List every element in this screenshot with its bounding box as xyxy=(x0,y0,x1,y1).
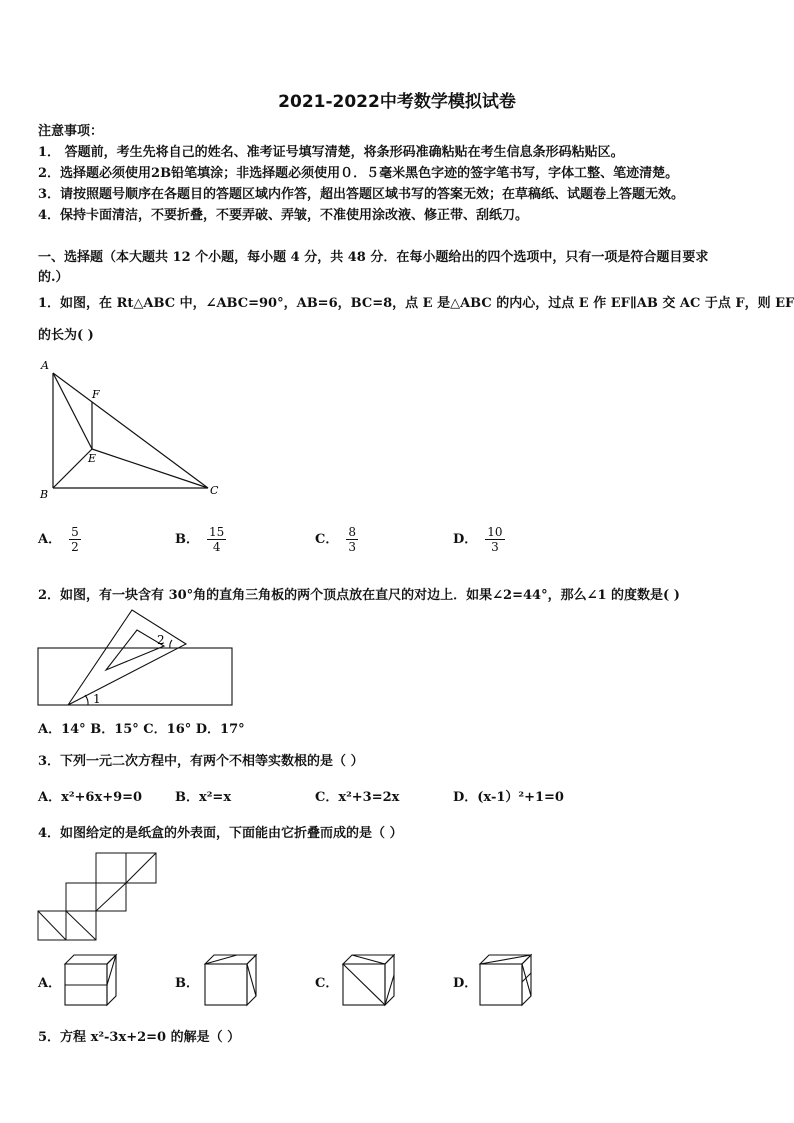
fraction xyxy=(346,525,358,554)
label-e: E xyxy=(88,452,97,465)
fraction xyxy=(69,525,81,554)
segment-ae xyxy=(53,373,92,449)
q5-text: 5．方程 x²-3x+2=0 的解是（ ） xyxy=(38,1030,241,1045)
label-c: C xyxy=(210,484,219,497)
set-square-outer xyxy=(68,610,186,705)
option-letter: A． xyxy=(38,532,62,547)
notice-item-1: 1． 答题前，考生先将自己的姓名、准考证号填写清楚，将条形码准确粘贴在考生信息条形码粘贴区。 xyxy=(38,145,624,160)
q2-options[interactable]: A．14° B．15° C．16° D．17° xyxy=(38,722,245,737)
numerator: 8 xyxy=(348,525,356,539)
option-letter: C． xyxy=(315,532,339,547)
ruler xyxy=(38,648,232,705)
numerator: 15 xyxy=(209,525,225,539)
q4-option-d[interactable]: D． xyxy=(453,976,478,991)
q1-option-a[interactable] xyxy=(38,525,81,554)
segment-ce xyxy=(92,449,208,488)
q1-option-c[interactable] xyxy=(315,525,358,554)
q3-option-c[interactable]: C．x²+3=2x xyxy=(315,790,400,805)
q3-option-b[interactable]: B．x²=x xyxy=(175,790,232,805)
q4-option-b[interactable]: B． xyxy=(175,976,199,991)
label-b: B xyxy=(40,488,49,501)
page-title: 2021-2022中考数学模拟试卷 xyxy=(278,92,516,112)
q1-text-line1: 1．如图，在 Rt△ABC 中，∠ABC=90°，AB=6，BC=8，点 E 是△ABC 的内心，过点 E 作 EF∥AB 交 AC 于点 F，则 EF xyxy=(38,296,794,311)
notice-item-4: 4．保持卡面清洁，不要折叠，不要弄破、弄皱，不准使用涂改液、修正带、刮纸刀。 xyxy=(38,208,529,223)
q2-ruler-triangle-figure xyxy=(36,606,236,708)
q4-cube-c[interactable] xyxy=(340,952,400,1008)
q4-cube-d[interactable] xyxy=(477,952,539,1008)
edge-ac xyxy=(53,373,208,488)
numerator: 10 xyxy=(487,525,503,539)
segment-be xyxy=(53,449,92,488)
q4-option-c[interactable]: C． xyxy=(315,976,339,991)
q3-option-d[interactable]: D．(x-1）²+1=0 xyxy=(453,790,564,805)
fraction xyxy=(485,525,504,554)
q1-text-line2: 的长为( ) xyxy=(38,328,94,343)
angle-1-arc xyxy=(85,695,88,705)
q4-text: 4．如图给定的是纸盒的外表面，下面能由它折叠而成的是（ ） xyxy=(38,826,403,841)
q1-option-b[interactable] xyxy=(175,525,226,554)
fraction xyxy=(207,525,226,554)
q4-cube-a[interactable] xyxy=(62,952,122,1008)
denominator: 3 xyxy=(348,540,356,554)
q1-option-d[interactable] xyxy=(453,525,505,554)
section-heading-line2: 的.） xyxy=(38,270,69,285)
label-a: A xyxy=(41,359,49,372)
angle-2-arc xyxy=(170,640,172,648)
notice-heading: 注意事项： xyxy=(38,124,104,139)
q4-net-figure xyxy=(36,850,166,945)
q1-triangle-figure xyxy=(36,356,226,501)
section-heading-line1: 一、选择题（本大题共 12 个小题，每小题 4 分，共 48 分．在每小题给出的四个选项中，只有一项是符合题目要求 xyxy=(38,250,709,265)
numerator: 5 xyxy=(71,525,79,539)
q3-option-a[interactable]: A．x²+6x+9=0 xyxy=(38,790,143,805)
denominator: 2 xyxy=(71,540,79,554)
angle-2-label: 2 xyxy=(157,633,165,647)
angle-1-label: 1 xyxy=(93,692,101,706)
option-letter: B． xyxy=(175,532,199,547)
q4-option-a[interactable]: A． xyxy=(38,976,62,991)
denominator: 4 xyxy=(212,540,221,554)
q2-text: 2．如图，有一块含有 30°角的直角三角板的两个顶点放在直尺的对边上．如果∠2=44°，那么∠1 的度数是( ) xyxy=(38,588,680,603)
notice-item-2: 2．选择题必须使用2B铅笔填涂；非选择题必须使用０．５毫米黑色字迹的签字笔书写，字体工整、笔迹清楚。 xyxy=(38,166,679,181)
option-letter: D． xyxy=(453,532,478,547)
denominator: 3 xyxy=(491,540,499,554)
label-f: F xyxy=(92,388,100,401)
q3-text: 3．下列一元二次方程中，有两个不相等实数根的是（ ） xyxy=(38,754,364,769)
q4-cube-b[interactable] xyxy=(202,952,262,1008)
notice-item-3: 3．请按照题号顺序在各题目的答题区域内作答，超出答题区域书写的答案无效；在草稿纸、试题卷上答题无效。 xyxy=(38,187,685,202)
